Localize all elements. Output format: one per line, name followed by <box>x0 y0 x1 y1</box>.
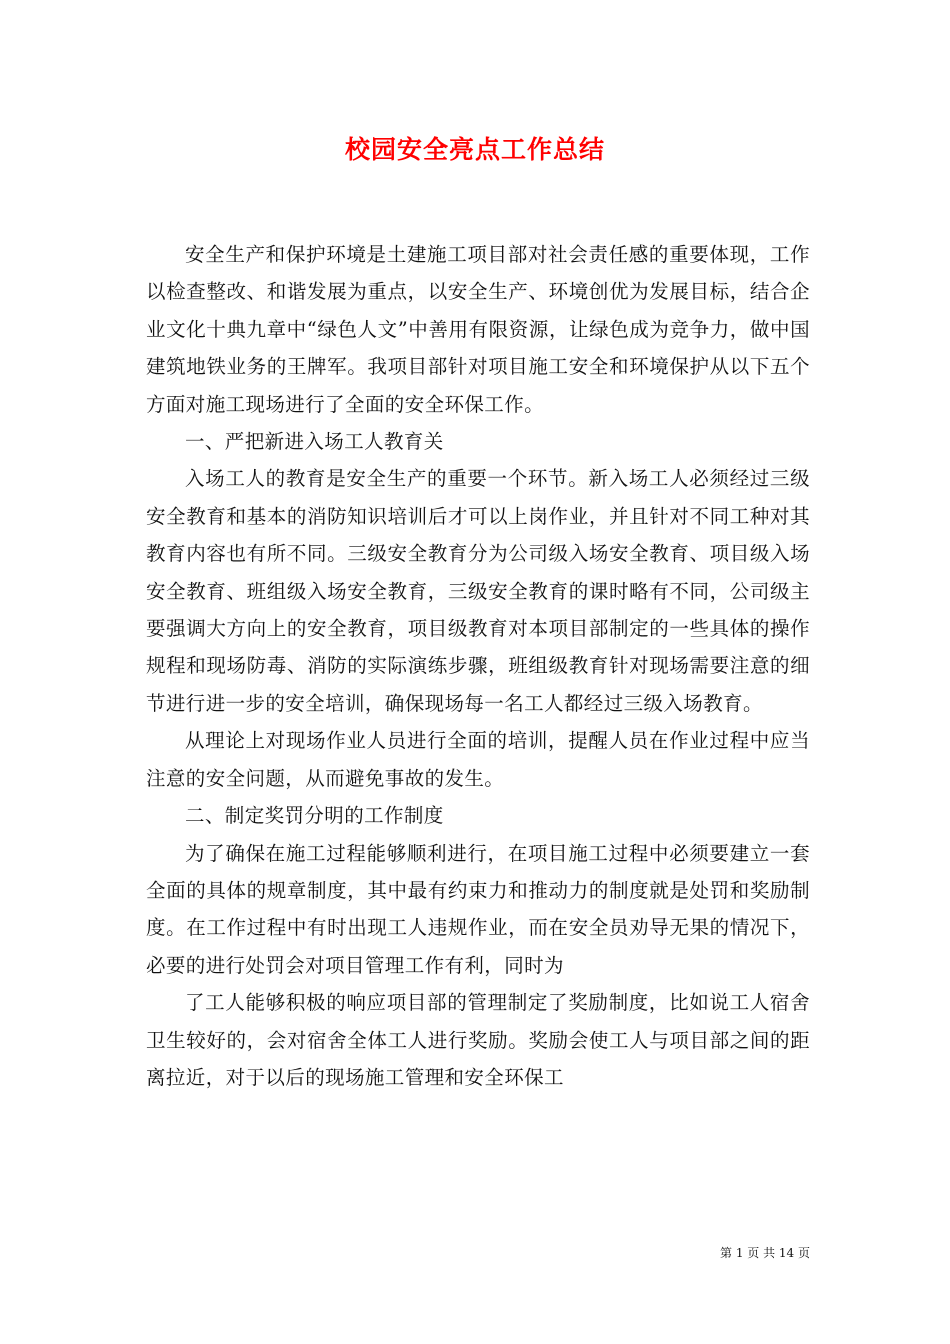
paragraph-section-2-continued: 了工人能够积极的响应项目部的管理制定了奖励制度，比如说工人宿舍卫生较好的，会对宿舍全体工人进行奖励。奖励会使工人与项目部之间的距离拉近，对于以后的现场施工管理和安全环保工 <box>146 991 810 1089</box>
section-heading-2: 二、制定奖罚分明的工作制度 <box>185 804 444 828</box>
section-heading-1: 一、严把新进入场工人教育关 <box>185 430 444 454</box>
paragraph-section-1-summary: 从理论上对现场作业人员进行全面的培训，提醒人员在作业过程中应当注意的安全问题，从而避免事故的发生。 <box>146 729 810 790</box>
page-title: 校园安全亮点工作总结 <box>344 135 605 164</box>
paragraph-section-1: 入场工人的教育是安全生产的重要一个环节。新入场工人必须经过三级安全教育和基本的消防知识培训后才可以上岗作业，并且针对不同工种对其教育内容也有所不同。三级安全教育分为公司级入场安全教育、项目级入场安全教育、班组级入场安全教育，三级安全教育的课时略有不同，公司级主要强调大方向上的安全教育，项目级教育对本项目部制定的一些具体的操作规程和现场防毒、消防的实际演练步骤，班组级教育针对现场需要注意的细节进行进一步的安全培训，确保现场每一名工人都经过三级入场教育。 <box>146 467 810 715</box>
document-body <box>146 236 810 1096</box>
paragraph-section-2: 为了确保在施工过程能够顺利进行，在项目施工过程中必须要建立一套全面的具体的规章制度，其中最有约束力和推动力的制度就是处罚和奖励制度。在工作过程中有时出现工人违规作业，而在安全员劝导无果的情况下，必要的进行处罚会对项目管理工作有利，同时为 <box>146 841 810 977</box>
page-number-footer: 第 1 页 共 14 页 <box>720 1246 810 1260</box>
paragraph-intro: 安全生产和保护环境是土建施工项目部对社会责任感的重要体现，工作以检查整改、和谐发展为重点，以安全生产、环境创优为发展目标，结合企业文化十典九章中“绿色人文”中善用有限资源，让绿色成为竞争力，做中国建筑地铁业务的王牌军。我项目部针对项目施工安全和环境保护从以下五个方面对施工现场进行了全面的安全环保工作。 <box>146 243 810 416</box>
